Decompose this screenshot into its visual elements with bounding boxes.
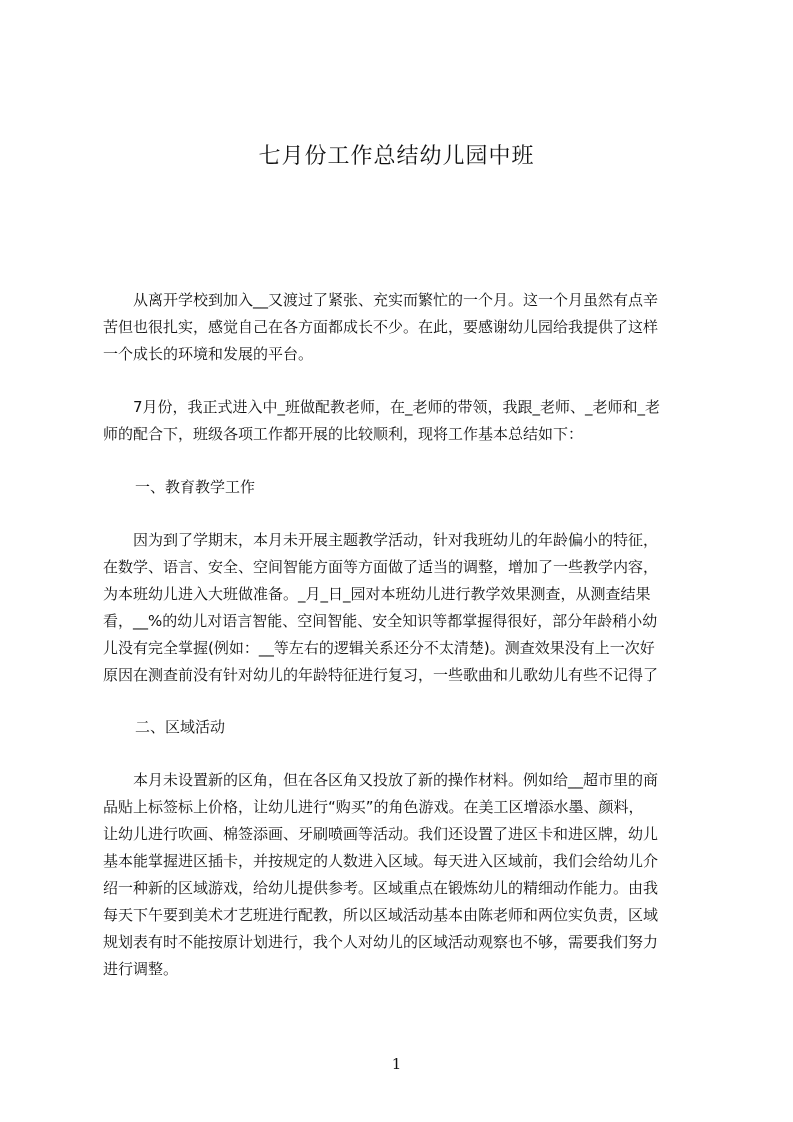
page-number: 1 [391, 1055, 402, 1073]
paragraph-line: 为本班幼儿进入大班做准备。_月_日_园对本班幼儿进行教学效果测查，从测查结果 [103, 585, 651, 603]
paragraph-line: 在数学、语言、安全、空间智能方面等方面做了适当的调整，增加了一些教学内容， [103, 558, 659, 576]
section-heading-area-activities: 二、区域活动 [135, 718, 226, 736]
paragraph-line: 让幼儿进行吹画、棉签添画、牙刷喷画等活动。我们还设置了进区卡和进区牌，幼儿 [103, 825, 659, 843]
paragraph-line: 看，__%的幼儿对语言智能、空间智能、安全知识等都掌握得很好，部分年龄稍小幼 [103, 612, 658, 630]
paragraph-line: 品贴上标签标上价格，让幼儿进行“购买”的角色游戏。在美工区增添水墨、颜料， [103, 798, 644, 816]
paragraph-line: 因为到了学期末，本月未开展主题教学活动，针对我班幼儿的年龄偏小的特征， [103, 531, 659, 549]
paragraph-line: 本月未设置新的区角，但在各区角又投放了新的操作材料。例如给__超市里的商 [103, 771, 659, 789]
paragraph-line: 苦但也很扎实，感觉自己在各方面都成长不少。在此，要感谢幼儿园给我提供了这样 [103, 318, 659, 336]
paragraph-line: 规划表有时不能按原计划进行，我个人对幼儿的区域活动观察也不够，需要我们努力 [103, 933, 659, 951]
teaching-paragraph [103, 527, 700, 689]
paragraph-line: 7月份，我正式进入中_班做配教老师，在_老师的带领，我跟_老师、_老师和_老 [103, 398, 661, 416]
paragraph-line: 儿没有完全掌握(例如：__等左右的逻辑关系还分不太清楚)。测查效果没有上一次好 [103, 639, 655, 657]
intro-paragraph [103, 287, 700, 368]
paragraph-line: 每天下午要到美术才艺班进行配教，所以区域活动基本由陈老师和两位实负责，区域 [103, 906, 659, 924]
paragraph-line: 基本能掌握进区插卡，并按规定的人数进入区域。每天进入区域前，我们会给幼儿介 [103, 852, 659, 870]
paragraph-line: 绍一种新的区域游戏，给幼儿提供参考。区域重点在锻炼幼儿的精细动作能力。由我 [103, 879, 659, 897]
area-activities-paragraph [103, 767, 700, 983]
overview-paragraph [103, 394, 700, 448]
section-heading-teaching: 一、教育教学工作 [135, 478, 256, 496]
paragraph-line: 从离开学校到加入__又渡过了紧张、充实而繁忙的一个月。这一个月虽然有点辛 [103, 291, 659, 309]
document-title: 七月份工作总结幼儿园中班 [258, 144, 535, 169]
paragraph-line: 师的配合下，班级各项工作都开展的比较顺利，现将工作基本总结如下： [103, 425, 584, 443]
paragraph-line: 进行调整。 [103, 960, 179, 978]
paragraph-line: 一个成长的环境和发展的平台。 [103, 345, 314, 363]
paragraph-line: 原因在测查前没有针对幼儿的年龄特征进行复习，一些歌曲和儿歌幼儿有些不记得了 [103, 666, 659, 684]
